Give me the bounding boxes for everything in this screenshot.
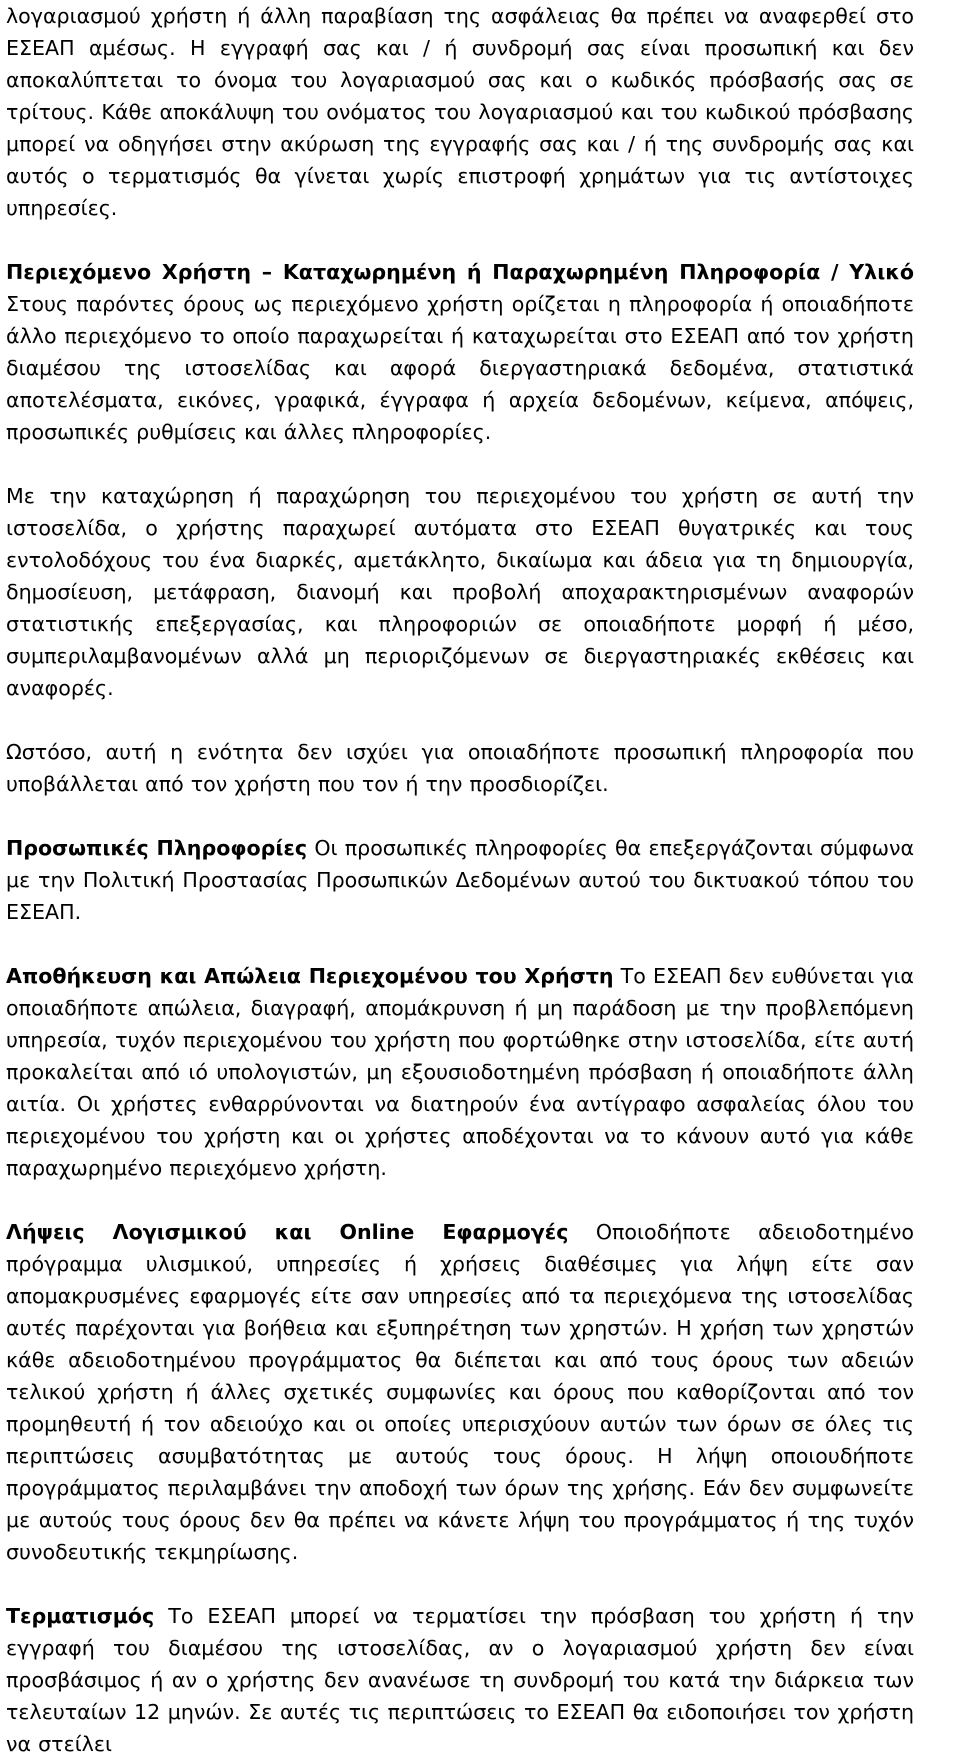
paragraph-software-downloads — [6, 1216, 914, 1568]
paragraph-content-license — [6, 480, 914, 704]
section-heading-storage-loss: Αποθήκευση και Απώλεια Περιεχομένου του Χρήστη — [6, 964, 614, 988]
paragraph-text: Το ΕΣΕΑΠ μπορεί να τερματίσει την πρόσβαση του χρήστη ή την εγγραφή του διαμέσου της ιστοσελίδας, αν ο λογαριασμού χρήστη δεν είναι προσβάσιμος ή αν ο χρήστης δεν ανανέωσε τη συνδρομή του κατά την διάρκεια των τελευταίων 12 μηνών. Σε αυτές τις περιπτώσεις το ΕΣΕΑΠ θα ειδοποιήσει τον χρήστη να στείλει — [6, 1604, 914, 1756]
section-heading-termination: Τερματισμός — [6, 1604, 155, 1628]
section-heading-user-content: Περιεχόμενο Χρήστη – Καταχωρημένη ή Παραχωρημένη Πληροφορία / Υλικό — [6, 260, 914, 284]
paragraph-text: λογαριασμού χρήστη ή άλλη παραβίαση της ασφάλειας θα πρέπει να αναφερθεί στο ΕΣΕΑΠ αμέσως. Η εγγραφή σας και / ή συνδρομή σας είναι προσωπική και δεν αποκαλύπτεται το όνομα του λογαριασμού σας και ο κωδικός πρόσβασής σας σε τρίτους. Κάθε αποκάλυψη του ονόματος του λογαριασμού και του κωδικού πρόσβασης μπορεί να οδηγήσει στην ακύρωση της εγγραφής σας και / ή της συνδρομής σας και αυτός ο τερματισμός θα γίνεται χωρίς επιστροφή χρημάτων για τις αντίστοιχες υπηρεσίες. — [6, 4, 914, 220]
paragraph-text: Με την καταχώρηση ή παραχώρηση του περιεχομένου του χρήστη σε αυτή την ιστοσελίδα, ο χρήστης παραχωρεί αυτόματα στο ΕΣΕΑΠ θυγατρικές και τους εντολοδόχους του ένα διαρκές, αμετάκλητο, δικαίωμα και άδεια για τη δημιουργία, δημοσίευση, μετάφραση, διανομή και προβολή αποχαρακτηρισμένων αναφορών στατιστικής επεξεργασίας, και πληροφοριών σε οποιαδήποτε μορφή ή μέσο, συμπεριλαμβανομένων αλλά μη περιοριζόμενων σε διεργαστηριακές εκθέσεις και αναφορές. — [6, 484, 914, 700]
paragraph-personal-information — [6, 832, 914, 928]
paragraph-text: Ωστόσο, αυτή η ενότητα δεν ισχύει για οποιαδήποτε προσωπική πληροφορία που υποβάλλεται από τον χρήστη που τον ή την προσδιορίζει. — [6, 740, 914, 796]
section-heading-software-downloads: Λήψεις Λογισμικού και Online Εφαρμογές — [6, 1220, 569, 1244]
paragraph-user-content — [6, 256, 914, 448]
paragraph-storage-loss — [6, 960, 914, 1184]
paragraph-personal-info-exception — [6, 736, 914, 800]
paragraph-text: Οποιοδήποτε αδειοδοτημένο πρόγραμμα υλισμικού, υπηρεσίες ή χρήσεις διαθέσιμες για λήψη είτε σαν απομακρυσμένες εφαρμογές είτε σαν υπηρεσίες από τα περιεχόμενα της ιστοσελίδας αυτές παρέχονται για βοήθεια και εξυπηρέτηση των χρηστών. Η χρήση των χρηστών κάθε αδειοδοτημένου προγράμματος θα διέπεται και από τους όρους των αδειών τελικού χρήστη ή άλλες σχετικές συμφωνίες και όρους που καθορίζονται από τον προμηθευτή ή τον αδειούχο και οι οποίες υπερισχύουν αυτών των όρων σε όλες τις περιπτώσεις ασυμβατότητας με αυτούς τους όρους. Η λήψη οποιουδήποτε προγράμματος περιλαμβάνει την αποδοχή των όρων της χρήσης. Εάν δεν συμφωνείτε με αυτούς τους όρους δεν θα πρέπει να κάνετε λήψη του προγράμματος ή της τυχόν συνοδευτικής τεκμηρίωσης. — [6, 1220, 914, 1564]
section-heading-personal-information: Προσωπικές Πληροφορίες — [6, 836, 308, 860]
paragraph-termination — [6, 1600, 914, 1760]
paragraph-text: Στους παρόντες όρους ως περιεχόμενο χρήστη ορίζεται η πληροφορία ή οποιαδήποτε άλλο περιεχόμενο το οποίο παραχωρείται ή καταχωρείται στο ΕΣΕΑΠ από τον χρήστη διαμέσου της ιστοσελίδας και αφορά διεργαστηριακά δεδομένα, στατιστικά αποτελέσματα, εικόνες, γραφικά, έγγραφα ή αρχεία δεδομένων, κείμενα, απόψεις, προσωπικές ρυθμίσεις και άλλες πληροφορίες. — [6, 292, 914, 444]
paragraph-account-security — [6, 0, 914, 224]
paragraph-text: Οι προσωπικές πληροφορίες θα επεξεργάζονται σύμφωνα με την Πολιτική Προστασίας Προσωπικών Δεδομένων αυτού του δικτυακού τόπου του ΕΣΕΑΠ. — [6, 836, 915, 924]
paragraph-text: Το ΕΣΕΑΠ δεν ευθύνεται για οποιαδήποτε απώλεια, διαγραφή, απομάκρυνση ή μη παράδοση με την προβλεπόμενη υπηρεσία, τυχόν περιεχομένου του χρήστη που φορτώθηκε στην ιστοσελίδα, είτε αυτή προκαλείται από ιό υπολογιστών, μη εξουσιοδοτημένη πρόσβαση ή οποιαδήποτε άλλη αιτία. Οι χρήστες ενθαρρύνονται να διατηρούν ένα αντίγραφο ασφαλείας όλου του περιεχομένου του χρήστη και οι χρήστες αποδέχονται να το κάνουν αυτό για κάθε παραχωρημένο περιεχόμενο χρήστη. — [6, 964, 915, 1180]
